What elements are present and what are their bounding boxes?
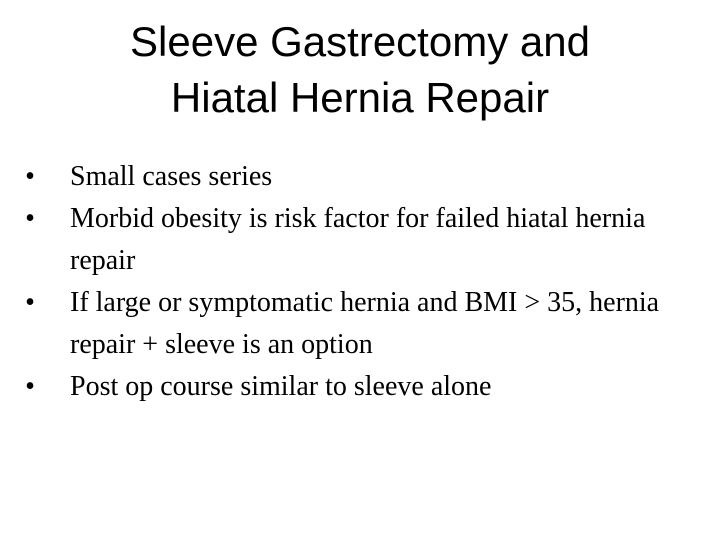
bullet-dot-icon: • xyxy=(25,371,35,402)
bullet-dot-icon: • xyxy=(25,203,35,234)
bullet-list xyxy=(18,156,708,408)
bullet-text: Small cases series xyxy=(70,161,273,192)
slide-title-line-1: Sleeve Gastrectomy and xyxy=(130,18,590,65)
bullet-text: Morbid obesity is risk factor for failed hiatal hernia repair xyxy=(70,203,646,276)
bullet-dot-icon: • xyxy=(25,287,35,318)
bullet-item xyxy=(18,282,708,366)
bullet-dot-icon: • xyxy=(25,161,35,192)
slide-title xyxy=(0,14,720,126)
bullet-item xyxy=(18,366,708,408)
bullet-text: Post op course similar to sleeve alone xyxy=(70,371,492,402)
bullet-item xyxy=(18,198,708,282)
bullet-text: If large or symptomatic hernia and BMI > 35, hernia repair + sleeve is an option xyxy=(70,287,660,360)
slide-title-line-2: Hiatal Hernia Repair xyxy=(170,74,550,121)
bullet-item xyxy=(18,156,708,198)
